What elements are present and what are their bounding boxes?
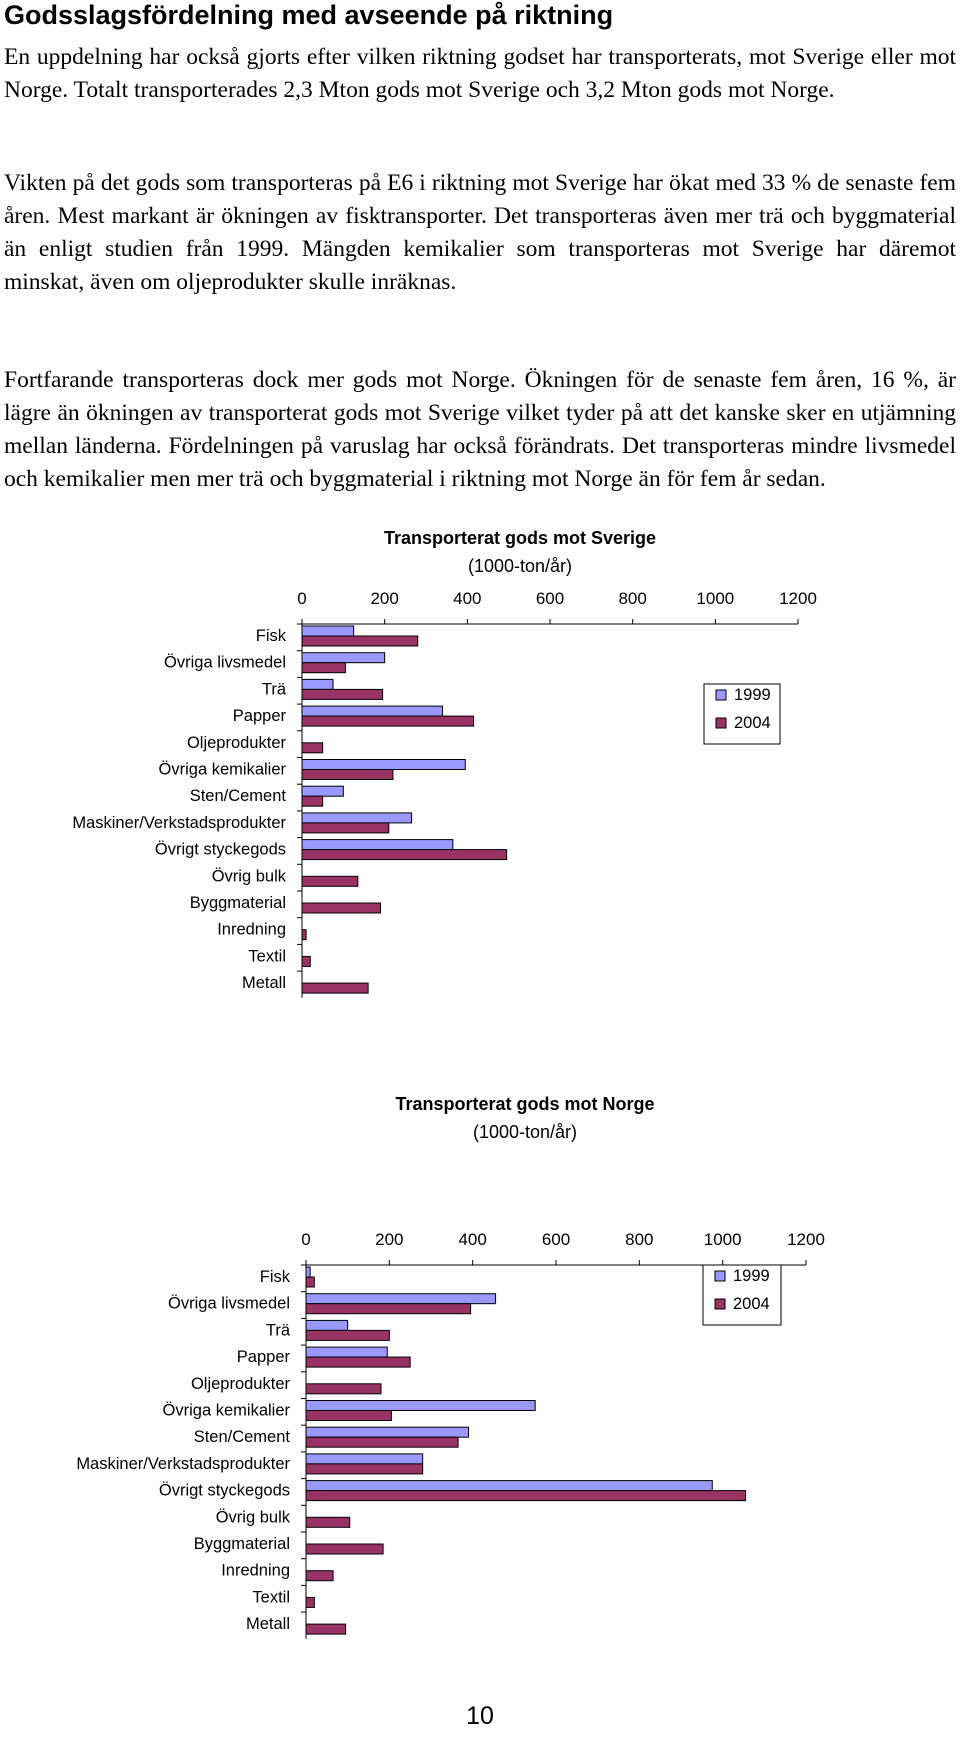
- bar-2004: [302, 663, 345, 673]
- x-tick-label: 1200: [779, 589, 817, 608]
- bar-2004: [306, 1624, 346, 1634]
- x-tick-label: 400: [453, 589, 482, 608]
- category-label: Sten/Cement: [193, 1428, 290, 1447]
- legend-label: 1999: [733, 1267, 770, 1285]
- category-label: Fisk: [259, 1268, 290, 1286]
- section-heading: Godsslagsfördelning med avseende på riktning: [4, 0, 614, 30]
- category-label: Oljeprodukter: [186, 733, 286, 752]
- category-label: Sten/Cement: [189, 787, 286, 806]
- bar-2004: [302, 716, 474, 726]
- bar-2004: [306, 1544, 383, 1554]
- bar-1999: [302, 626, 354, 636]
- x-tick-label: 800: [618, 589, 647, 608]
- bar-2004: [306, 1464, 423, 1474]
- bar-2004: [302, 636, 418, 646]
- bar-2004: [302, 850, 507, 860]
- legend-swatch-1999: [715, 1271, 725, 1281]
- category-label: Oljeprodukter: [190, 1374, 290, 1393]
- bar-1999: [306, 1347, 387, 1357]
- x-tick-label: 1000: [696, 589, 735, 608]
- category-label: Övriga kemikalier: [158, 760, 286, 779]
- legend-label: 2004: [733, 1295, 770, 1313]
- bar-2004: [302, 983, 368, 993]
- bar-2004: [302, 930, 306, 940]
- category-label: Inredning: [221, 1561, 290, 1580]
- legend-swatch-2004: [715, 1299, 725, 1309]
- bar-1999: [302, 653, 385, 663]
- x-tick-label: 1200: [787, 1230, 825, 1249]
- category-label: Trä: [261, 680, 286, 699]
- category-label: Övriga livsmedel: [168, 1294, 290, 1313]
- bar-2004: [306, 1491, 746, 1501]
- bar-2004: [302, 876, 358, 886]
- bar-1999: [306, 1401, 535, 1411]
- bar-1999: [302, 706, 443, 716]
- legend-swatch-1999: [716, 690, 726, 700]
- x-tick-label: 800: [625, 1230, 654, 1249]
- bar-1999: [306, 1267, 310, 1277]
- category-label: Papper: [232, 707, 286, 726]
- category-label: Metall: [241, 974, 286, 993]
- category-label: Inredning: [217, 920, 286, 939]
- legend-label: 2004: [734, 714, 771, 732]
- bar-2004: [302, 903, 381, 913]
- chart-transport-sverige: [0, 530, 960, 1070]
- paragraph-sweden: Vikten på det gods som transporteras på E6 i riktning mot Sverige har ökat med 33 % de senaste fem åren. Mest markant är ökningen av fisktransporter. Det transporteras även mer trä och byggmaterial än enligt studien från 1999. Mängden kemikalier som transporteras mot Sverige har däremot minskat, även om oljeprodukter skulle inräknas.: [4, 170, 956, 295]
- bar-1999: [302, 786, 343, 796]
- bar-2004: [306, 1330, 389, 1340]
- bar-2004: [302, 823, 389, 833]
- bar-1999: [302, 679, 333, 689]
- bar-2004: [306, 1571, 333, 1581]
- bar-2004: [302, 689, 383, 699]
- category-label: Övriga livsmedel: [164, 653, 286, 672]
- bar-1999: [306, 1320, 348, 1330]
- x-tick-label: 0: [297, 589, 307, 608]
- bar-1999: [302, 760, 465, 770]
- category-label: Textil: [248, 947, 286, 966]
- category-label: Byggmaterial: [193, 1535, 290, 1553]
- category-label: Trä: [265, 1321, 290, 1340]
- paragraph-intro: En uppdelning har också gjorts efter vilken riktning godset har transporterats, mot Sverige eller mot Norge. Totalt transporterades 2,3 Mton gods mot Sverige och 3,2 Mton gods mot Norge.: [4, 44, 956, 103]
- category-label: Textil: [252, 1588, 290, 1607]
- category-label: Övrig bulk: [215, 1508, 290, 1527]
- x-tick-label: 400: [458, 1230, 487, 1249]
- bar-2004: [306, 1411, 391, 1421]
- category-label: Fisk: [255, 627, 286, 645]
- x-tick-label: 600: [535, 589, 565, 608]
- chart-subtitle: (1000-ton/år): [472, 1122, 578, 1142]
- bar-2004: [306, 1517, 350, 1527]
- bar-2004: [302, 770, 393, 780]
- legend-swatch-2004: [716, 718, 726, 728]
- chart-title: Transporterat gods mot Sverige: [383, 528, 657, 548]
- x-tick-label: 200: [370, 589, 399, 608]
- bar-1999: [302, 840, 453, 850]
- bar-2004: [306, 1277, 314, 1287]
- category-label: Metall: [245, 1615, 290, 1634]
- bar-1999: [302, 813, 412, 823]
- chart-transport-norge: [0, 1094, 960, 1670]
- x-tick-label: 600: [541, 1230, 571, 1249]
- category-label: Övrigt styckegods: [154, 840, 286, 859]
- chart-subtitle: (1000-ton/år): [467, 556, 573, 576]
- bar-2004: [302, 743, 323, 753]
- bar-2004: [306, 1304, 471, 1314]
- bar-2004: [306, 1357, 410, 1367]
- bar-1999: [306, 1294, 496, 1304]
- page-number: 10: [466, 1702, 494, 1730]
- category-label: Papper: [236, 1348, 290, 1367]
- bar-2004: [306, 1384, 381, 1394]
- chart-norge-svg: [0, 1094, 960, 1670]
- bar-1999: [306, 1481, 712, 1491]
- category-label: Övrigt styckegods: [158, 1481, 290, 1500]
- bar-2004: [302, 796, 323, 806]
- bar-2004: [302, 956, 310, 966]
- chart-sverige-svg: [0, 530, 960, 1070]
- bar-2004: [306, 1437, 458, 1447]
- x-tick-label: 200: [375, 1230, 404, 1249]
- x-tick-label: 1000: [703, 1230, 742, 1249]
- category-label: Maskiner/Verkstadsprodukter: [72, 813, 286, 832]
- category-label: Maskiner/Verkstadsprodukter: [76, 1454, 290, 1473]
- category-label: Övrig bulk: [211, 867, 286, 886]
- x-tick-label: 0: [301, 1230, 311, 1249]
- category-label: Övriga kemikalier: [162, 1401, 290, 1420]
- paragraph-norway: Fortfarande transporteras dock mer gods mot Norge. Ökningen för de senaste fem åren, 16 %, är lägre än ökningen av transporterat gods mot Sverige vilket tyder på att det kanske sker en utjämning mellan länderna. Fördelningen på varuslag har också förändrats. Det transporteras mindre livsmedel och kemikalier men mer trä och byggmaterial i riktning mot Norge än för fem år sedan.: [4, 367, 956, 492]
- legend-label: 1999: [734, 686, 771, 704]
- bar-1999: [306, 1454, 423, 1464]
- bar-2004: [306, 1597, 314, 1607]
- chart-title: Transporterat gods mot Norge: [395, 1094, 655, 1114]
- category-label: Byggmaterial: [189, 894, 286, 912]
- bar-1999: [306, 1427, 469, 1437]
